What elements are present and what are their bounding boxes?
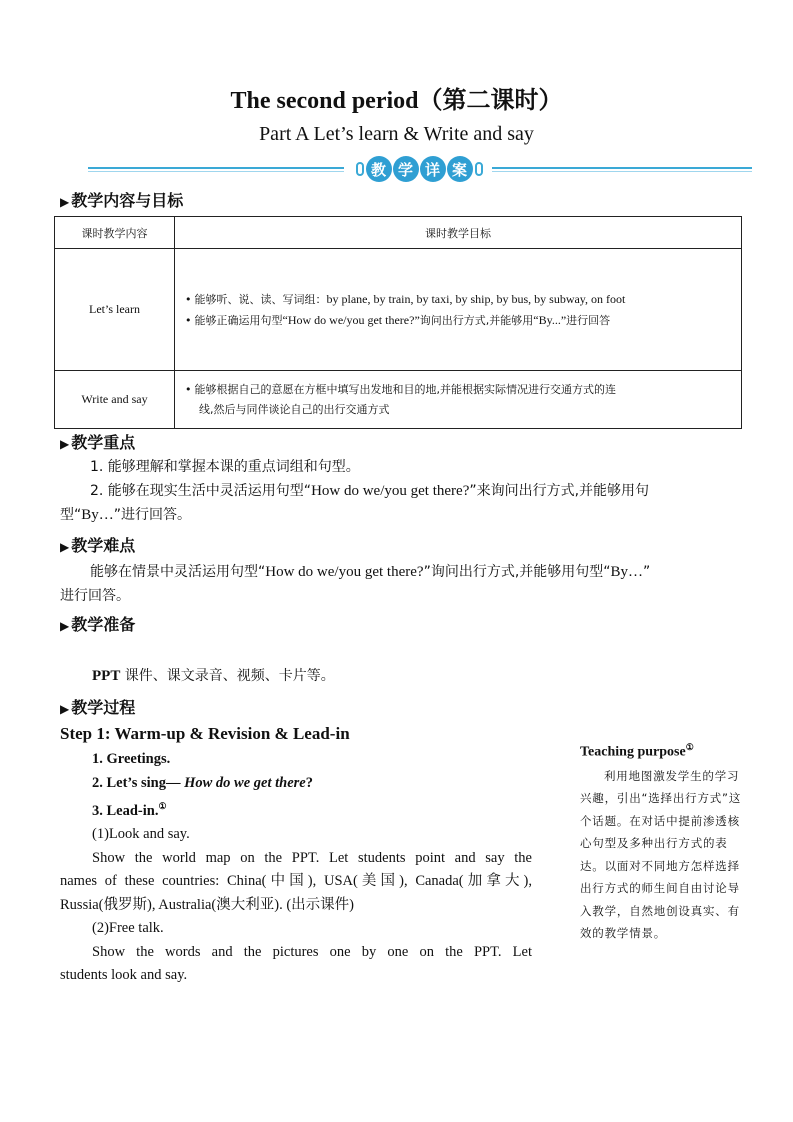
process-line: 2. Let’s sing— How do we get there?	[92, 774, 313, 791]
triangle-bullet-icon: ▶	[60, 619, 70, 633]
process-line: students look and say.	[60, 967, 188, 984]
step-heading: Step 1: Warm-up & Revision & Lead-in	[60, 724, 350, 743]
table-row	[55, 249, 742, 371]
banner-line-left	[88, 167, 344, 169]
process-line: (2)Free talk.	[92, 920, 164, 937]
sidebar-heading: Teaching purpose①	[580, 742, 694, 760]
banner-char: 教	[366, 156, 392, 182]
process-line: 3. Lead-in.①	[92, 801, 167, 819]
triangle-bullet-icon: ▶	[60, 437, 70, 451]
table-header-content: 课时教学内容	[55, 217, 175, 249]
process-body	[60, 748, 532, 988]
process-line: Show the words and the pictures one by one on the PPT. Let	[92, 943, 532, 960]
banner-cap-right	[475, 162, 483, 176]
section-banner	[88, 156, 752, 182]
goal-item: • 能够正确运用句型“How do we/you get there?”询问出行方式,并能够用“By...”进行回答	[185, 312, 611, 327]
page-title: The second period（第二课时）	[230, 88, 563, 114]
banner-char: 详	[420, 156, 446, 182]
process-line: Show the world map on the PPT. Let students point and say the	[92, 849, 532, 866]
banner-char: 案	[447, 156, 473, 182]
banner-line-right-thin	[492, 171, 752, 172]
goals-table	[54, 216, 742, 429]
table-cell-content: Let’s learn	[55, 249, 175, 371]
section-heading-difficulties: ▶ 教学难点	[60, 536, 136, 555]
preparation-text: PPT 课件、课文录音、视频、卡片等。	[92, 668, 335, 684]
triangle-bullet-icon: ▶	[60, 702, 70, 716]
key-points-text: 1. 能够理解和掌握本课的重点词组和句型。 2. 能够在现实生活中灵活运用句型“How do we/you get there?”来询问出行方式,并能够用句 型“By…”进行回答。	[60, 459, 650, 523]
section-heading-goals: ▶ 教学内容与目标	[60, 191, 184, 210]
table-header-goals: 课时教学目标	[175, 217, 742, 249]
section-heading-preparation: ▶ 教学准备	[60, 615, 136, 634]
table-row	[55, 371, 742, 429]
sidebar-text: 利用地图激发学生的学习兴趣，引出“选择出行方式”这个话题。在对话中提前渗透核心句型及多种出行方式的表达。以面对不同地方怎样选择出行方式的师生间自由讨论导入教学，自然地创设真实、有效的教学情景。	[580, 768, 742, 941]
banner-char: 学	[393, 156, 419, 182]
section-heading-key-points: ▶ 教学重点	[60, 433, 136, 452]
difficulties-text: 能够在情景中灵活运用句型“How do we/you get there?”询问出行方式,并能够用句型“By…” 进行回答。	[60, 564, 651, 604]
table-cell-goals	[175, 371, 742, 429]
triangle-bullet-icon: ▶	[60, 195, 70, 209]
footnote-mark: ①	[158, 801, 167, 811]
banner-pill	[350, 156, 488, 182]
banner-line-right	[492, 167, 752, 169]
process-line: (1)Look and say.	[92, 826, 190, 843]
section-heading-process: ▶ 教学过程	[60, 698, 136, 717]
triangle-bullet-icon: ▶	[60, 540, 70, 554]
page-subtitle: Part A Let’s learn & Write and say	[259, 123, 534, 145]
banner-line-left-thin	[88, 171, 344, 172]
teaching-purpose-sidebar	[580, 742, 750, 945]
goal-item: • 能够听、说、读、写词组：by plane, by train, by taxi, by ship, by bus, by subway, on foot	[185, 291, 626, 306]
banner-cap-left	[356, 162, 364, 176]
table-cell-goals	[175, 249, 742, 371]
process-line: names of these countries: China(中国), USA(美国), Canada(加拿大),	[60, 873, 532, 890]
goal-item: • 能够根据自己的意愿在方框中填写出发地和目的地,并能根据实际情况进行交通方式的连 线,然后与同伴谈论自己的出行交通方式	[185, 382, 616, 416]
process-line: Russia(俄罗斯), Australia(澳大利亚). (出示课件)	[60, 896, 354, 913]
process-line: 1. Greetings.	[92, 751, 171, 767]
table-cell-content: Write and say	[55, 371, 175, 429]
